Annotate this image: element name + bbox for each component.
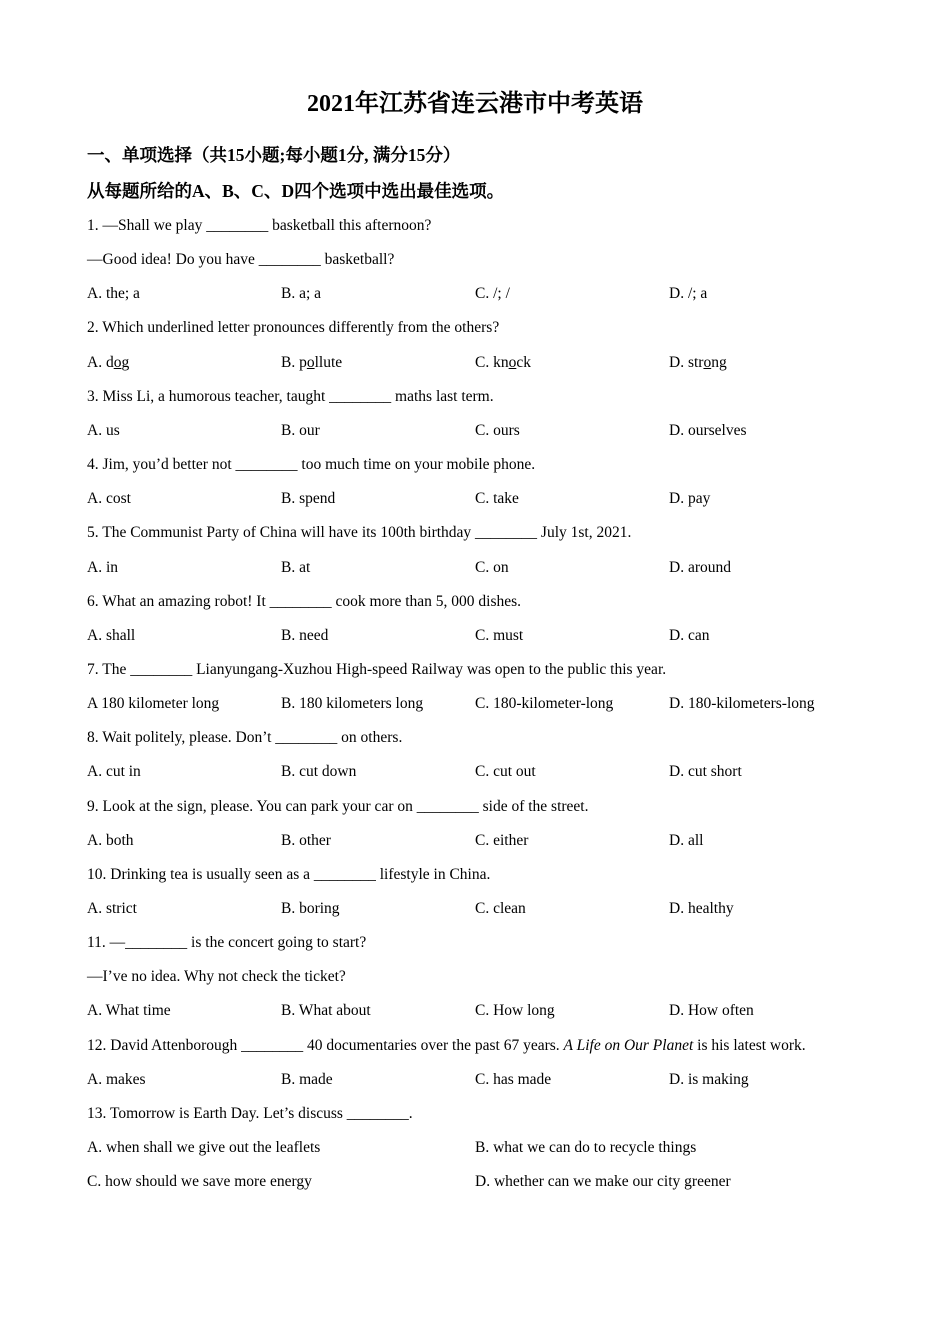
underlined-letter: o [508,354,517,371]
section-heading: 一、单项选择（共15小题;每小题1分, 满分15分） [87,145,461,165]
option-a: A. the; a [87,285,140,302]
option-a: A. What time [87,1002,171,1019]
option-a: A 180 kilometer long [87,695,220,712]
option-b: B. made [281,1071,333,1088]
option-a: A. cost [87,490,131,507]
option-d: D. all [669,832,704,849]
option-b: B. What about [281,1002,371,1019]
option-b: B. boring [281,900,340,917]
option-c: C. cut out [475,763,536,780]
option-d: D. healthy [669,900,734,917]
option-a: A. both [87,832,134,849]
option-b: B. our [281,422,320,439]
option-d: D. whether can we make our city greener [475,1173,731,1190]
question-6-line-1: 6. What an amazing robot! It ________ cook more than 5, 000 dishes. [87,593,522,610]
question-13-line-1: 13. Tomorrow is Earth Day. Let’s discuss ________. [87,1105,413,1122]
option-d: D. How often [669,1002,754,1019]
option-b: B. what we can do to recycle things [475,1139,697,1156]
option-a: A. when shall we give out the leaflets [87,1139,321,1156]
option-b: B. a; a [281,285,322,302]
option-c: C. must [475,627,524,644]
option-a: A. us [87,422,120,439]
question-10-line-1: 10. Drinking tea is usually seen as a ________ lifestyle in China. [87,866,491,883]
work-title: A Life on Our Planet [563,1037,694,1054]
option-d: D. pay [669,490,711,507]
option-b: B. spend [281,490,336,507]
option-d: D. 180-kilometers-long [669,695,815,712]
question-12-line-1: 12. David Attenborough ________ 40 documentaries over the past 67 years. A Life on Our Planet is his latest work. [87,1037,806,1054]
option-d: D. around [669,559,731,576]
option-b: B. pollute [281,354,343,371]
option-a: A. makes [87,1071,146,1088]
option-c: C. 180-kilometer-long [475,695,614,712]
option-a: A. shall [87,627,136,644]
option-d: D. /; a [669,285,708,302]
section-instruction: 从每题所给的A、B、C、D四个选项中选出最佳选项。 [87,181,505,201]
option-d: D. strong [669,354,727,371]
question-4-line-1: 4. Jim, you’d better not ________ too much time on your mobile phone. [87,456,536,473]
option-a: A. cut in [87,763,141,780]
question-11-line-2: —I’ve no idea. Why not check the ticket? [87,968,346,985]
option-b: B. at [281,559,311,576]
option-c: C. take [475,490,519,507]
option-c: C. How long [475,1002,555,1019]
option-d: D. cut short [669,763,742,780]
question-7-line-1: 7. The ________ Lianyungang-Xuzhou High-speed Railway was open to the public this year. [87,661,667,678]
option-c: C. /; / [475,285,510,302]
question-3-line-1: 3. Miss Li, a humorous teacher, taught ________ maths last term. [87,388,494,405]
page-title: 2021年江苏省连云港市中考英语 [307,91,643,117]
question-1-line-2: —Good idea! Do you have ________ basketball? [87,251,395,268]
option-d: D. is making [669,1071,749,1088]
option-c: C. knock [475,354,531,371]
option-c: C. clean [475,900,526,917]
question-1-line-1: 1. —Shall we play ________ basketball this afternoon? [87,217,432,234]
option-b: B. 180 kilometers long [281,695,424,712]
question-11-line-1: 11. —________ is the concert going to start? [87,934,367,951]
option-a: A. strict [87,900,137,917]
underlined-letter: o [306,354,315,371]
question-2-line-1: 2. Which underlined letter pronounces differently from the others? [87,319,500,336]
option-c: C. either [475,832,529,849]
option-c: C. has made [475,1071,552,1088]
option-c: C. on [475,559,509,576]
option-c: C. how should we save more energy [87,1173,312,1190]
option-c: C. ours [475,422,520,439]
option-b: B. other [281,832,331,849]
question-9-line-1: 9. Look at the sign, please. You can park your car on ________ side of the street. [87,798,589,815]
option-a: A. in [87,559,118,576]
underlined-letter: o [703,354,712,371]
underlined-letter: o [113,354,122,371]
option-a: A. dog [87,354,130,371]
question-5-line-1: 5. The Communist Party of China will have its 100th birthday ________ July 1st, 2021. [87,524,632,541]
option-d: D. can [669,627,710,644]
option-d: D. ourselves [669,422,747,439]
option-b: B. need [281,627,329,644]
option-b: B. cut down [281,763,357,780]
question-8-line-1: 8. Wait politely, please. Don’t ________ on others. [87,729,403,746]
